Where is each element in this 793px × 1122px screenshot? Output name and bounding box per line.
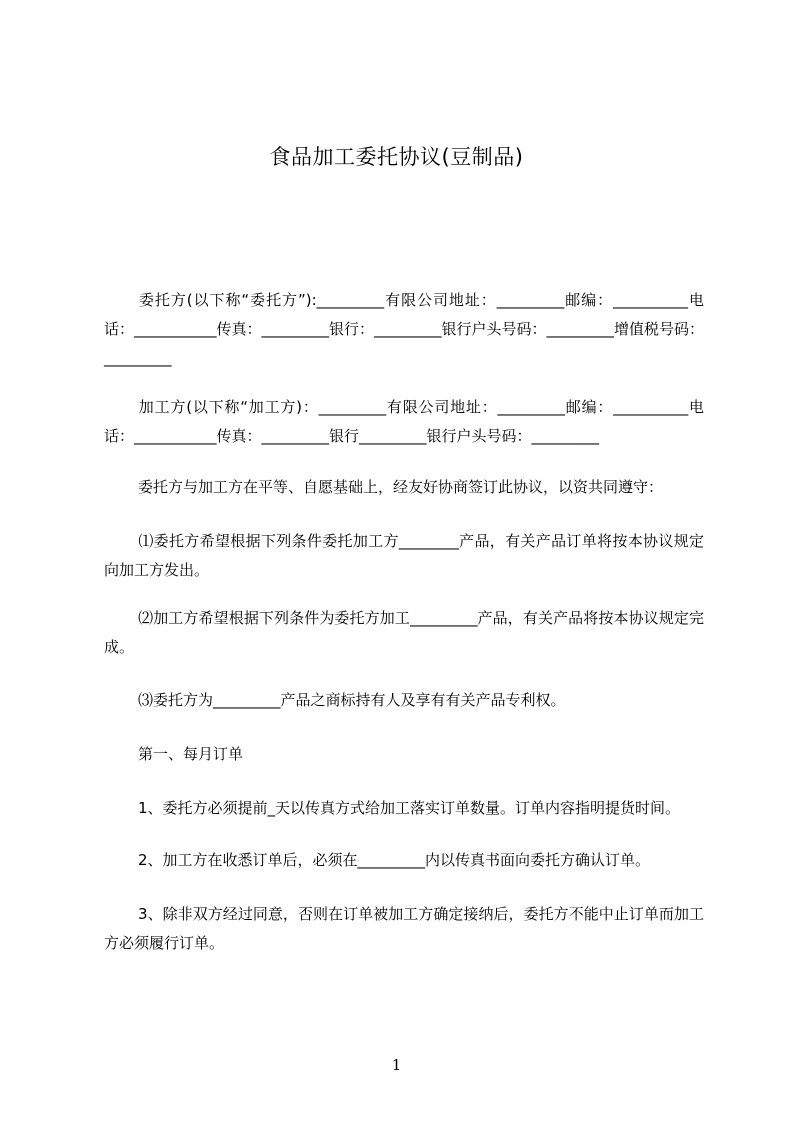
paragraph-order-1: [104, 794, 704, 823]
paragraph-text: ⑴委托方希望根据下列条件委托加工方________产品，有关产品订单将按本协议规定向加工方发出。: [104, 532, 704, 579]
paragraph-text: 委托方(以下称“委托方”):_________有限公司地址：_________邮编：__________电话：___________传真：_________银行：_________银行户头号码：_________增值税号码：_________: [104, 291, 705, 367]
paragraph-text: 加工方(以下称“加工方)：_________有限公司地址：_________邮编：__________电话：___________传真：_________银行_________银行户头号码：_________: [104, 398, 704, 445]
page-number: 1: [391, 1056, 402, 1074]
paragraph-clause-2: [104, 604, 704, 662]
paragraph-preamble: [104, 473, 704, 502]
paragraph-text: 3、除非双方经过同意，否则在订单被加工方确定接纳后，委托方不能中止订单而加工方必须履行订单。: [104, 905, 704, 952]
paragraph-text: 2、加工方在收悉订单后，必须在_________内以传真书面向委托方确认订单。: [138, 851, 651, 869]
paragraph-text: 1、委托方必须提前_天以传真方式给加工落实订单数量。订单内容指明提货时间。: [138, 799, 681, 817]
paragraph-text: 委托方与加工方在平等、自愿基础上，经友好协商签订此协议，以资共同遵守：: [138, 478, 664, 496]
paragraph-clause-3: [104, 686, 704, 715]
section-heading-monthly-orders: [104, 740, 704, 769]
paragraph-entrusting-party: [104, 286, 704, 373]
paragraph-order-2: [104, 846, 704, 875]
paragraph-clause-1: [104, 527, 704, 585]
paragraph-text: ⑶委托方为_________产品之商标持有人及享有有关产品专利权。: [138, 691, 566, 709]
paragraph-text: 第一、每月订单: [138, 745, 244, 763]
document-title: 食品加工委托协议(豆制品): [269, 145, 524, 169]
paragraph-order-3: [104, 900, 704, 958]
paragraph-text: ⑵加工方希望根据下列条件为委托方加工_________产品，有关产品将按本协议规定完成。: [104, 609, 704, 656]
paragraph-processing-party: [104, 393, 704, 451]
